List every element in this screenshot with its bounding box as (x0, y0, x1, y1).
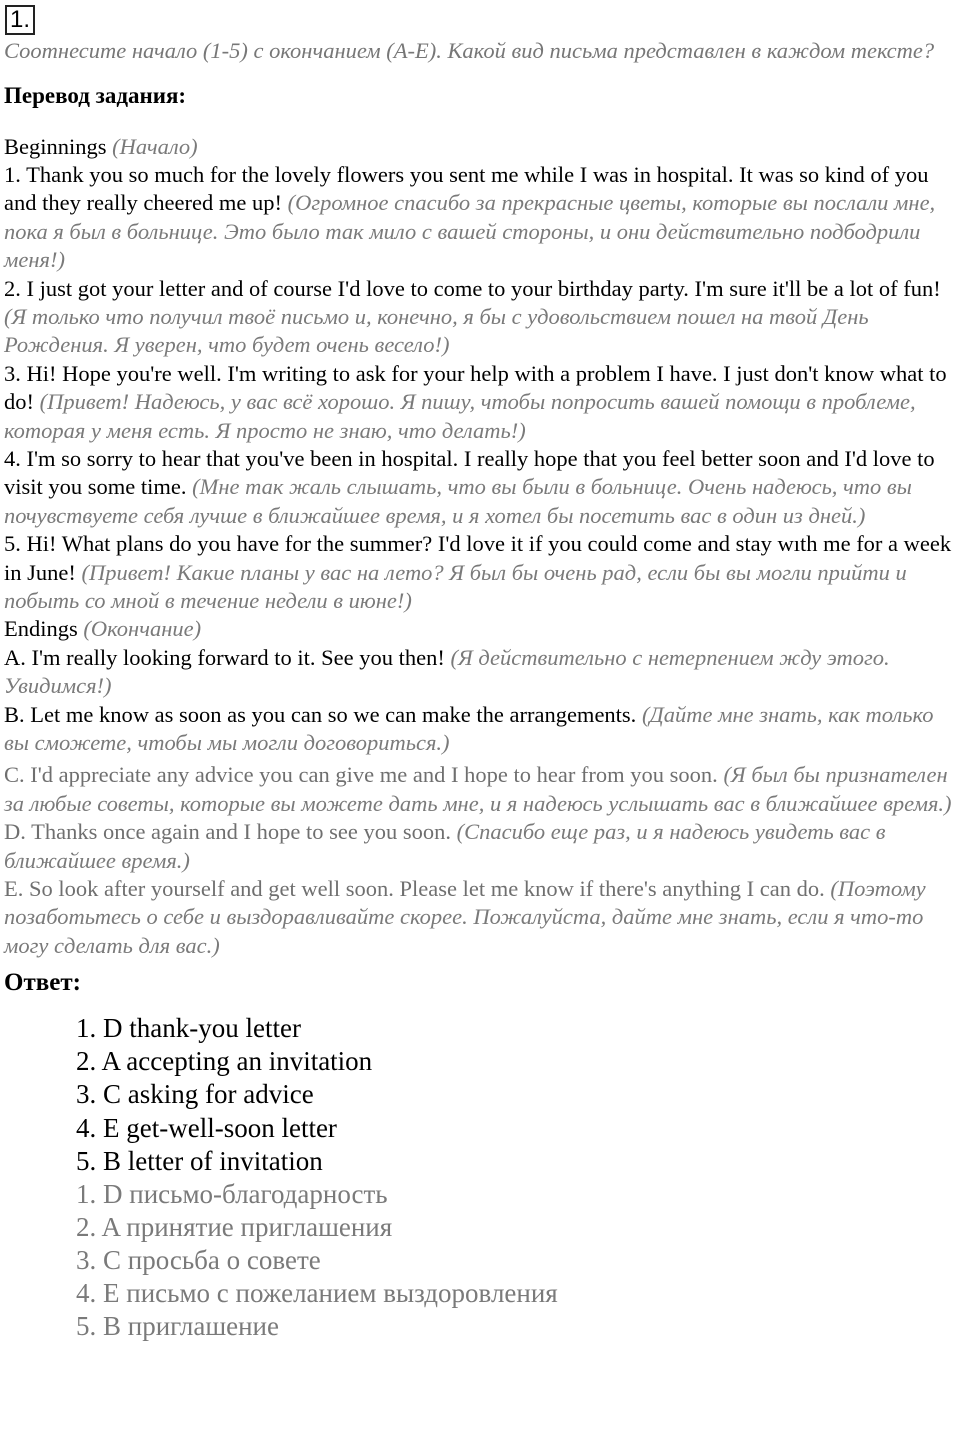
ending-item-c (4, 761, 956, 818)
beginning-item-2 (4, 275, 956, 360)
beginnings-label: Beginnings (4, 133, 107, 159)
endings-label: Endings (4, 616, 78, 642)
ending-e-ru: (Поэтому позаботьтесь о себе и выздоравливайте скорее. Пожалуйста, дайте мне знать, если я что-то могу сделать для вас.) (4, 876, 926, 958)
answer-list (76, 1012, 956, 1343)
ending-item-b (4, 701, 956, 758)
ending-e-en: E. So look after yourself and get well soon. Please let me know if there's anything I can do. (4, 876, 825, 902)
answer-en-3: 3. C asking for advice (76, 1079, 314, 1110)
answer-ru-3: 3. C просьба о совете (76, 1244, 321, 1275)
beginning-3-ru: (Привет! Надеюсь, у вас всё хорошо. Я пишу, чтобы попросить вашей помощи в проблеме, которая у меня есть. Я просто не знаю, что делать!) (4, 389, 916, 443)
translation-heading: Перевод задания: (4, 82, 187, 108)
ending-b-ru: (Дайте мне знать, как только вы сможете, чтобы мы могли договориться.) (4, 701, 934, 756)
ending-c-en: C. I'd appreciate any advice you can give me and I hope to hear from you soon. (4, 762, 718, 788)
beginning-2-ru: (Я только что получил твоё письмо и, конечно, я бы с удовольствием пошел на твой День Рождения. Я уверен, что будет очень весело!) (4, 303, 869, 358)
beginning-item-5 (4, 530, 956, 615)
answer-ru-5: 5. B приглашение (76, 1311, 279, 1342)
beginning-5-en: 5. Hi! What plans do you have for the summer? I'd love it if you could come and stay wıth me for a week in June! (4, 531, 952, 585)
ending-d-en: D. Thanks once again and I hope to see you soon. (4, 819, 451, 845)
answer-en-5: 5. B letter of invitation (76, 1145, 323, 1176)
beginning-4-en: 4. I'm so sorry to hear that you've been in hospital. I really hope that you feel better soon and I'd love to visit you some time. (4, 445, 935, 500)
endings-label-line (4, 615, 956, 643)
answer-ru-4: 4. E письмо с пожеланием выздоровления (76, 1278, 558, 1309)
ending-item-d (4, 818, 956, 875)
beginning-2-en: 2. I just got your letter and of course I'd love to come to your birthday party. I'm sure it'll be a lot of fun! (4, 275, 941, 301)
beginning-3-en: 3. Hi! Hope you're well. I'm writing to ask for your help with a problem I have. I just don't know what to do! (4, 360, 947, 415)
task-text: Соотнесите начало (1-5) с окончанием (A-E). Какой вид письма представлен в каждом тексте? (4, 38, 935, 63)
beginning-item-1 (4, 161, 956, 275)
beginnings-label-ru: (Начало) (112, 133, 198, 159)
beginnings-label-line (4, 133, 956, 161)
beginning-1-en: 1. Thank you so much for the lovely flowers you sent me while I was in hospital. It was so kind of you and they really cheered me up! (4, 161, 929, 216)
answer-heading: Ответ: (4, 969, 81, 997)
answer-en-1: 1. D thank-you letter (76, 1013, 301, 1044)
ending-c-ru: (Я был бы признателен за любые советы, которые вы можете дать мне, и я надеюсь услышать вас в ближайшее время.) (4, 762, 952, 816)
beginnings-section (4, 133, 956, 961)
ending-item-e (4, 875, 956, 960)
answer-en-4: 4. E get-well-soon letter (76, 1112, 337, 1143)
ending-d-ru: (Спасибо еще раз, и я надеюсь увидеть вас в ближайшее время.) (4, 819, 886, 873)
answer-ru-2: 2. A принятие приглашения (76, 1211, 393, 1242)
ending-b-en: B. Let me know as soon as you can so we can make the arrangements. (4, 701, 637, 727)
exercise-number: 1. (5, 5, 35, 35)
ending-a-en: A. I'm really looking forward to it. See you then! (4, 644, 445, 670)
beginning-4-ru: (Мне так жаль слышать, что вы были в больнице. Очень надеюсь, что вы почувствуете себя лучше в ближайшее время, и я хотел бы посетить вас в один из дней.) (4, 474, 912, 528)
answer-en-2: 2. A accepting an invitation (76, 1046, 373, 1077)
answer-ru-1: 1. D письмо-благодарность (76, 1178, 388, 1209)
beginning-item-4 (4, 445, 956, 530)
ending-item-a (4, 644, 956, 701)
beginning-5-ru: (Привет! Какие планы у вас на лето? Я был бы очень рад, если бы вы могли прийти и побыть со мной в течение недели в июне!) (4, 559, 907, 613)
beginning-1-ru: (Огромное спасибо за прекрасные цветы, которые вы послали мне, пока я был в больнице. Это было так мило с вашей стороны, и они действительно подбодрили меня!) (4, 190, 936, 273)
endings-label-ru: (Окончание) (83, 616, 202, 642)
beginning-item-3 (4, 360, 956, 445)
ending-a-ru: (Я действительно с нетерпением жду этого. Увидимся!) (4, 644, 890, 699)
